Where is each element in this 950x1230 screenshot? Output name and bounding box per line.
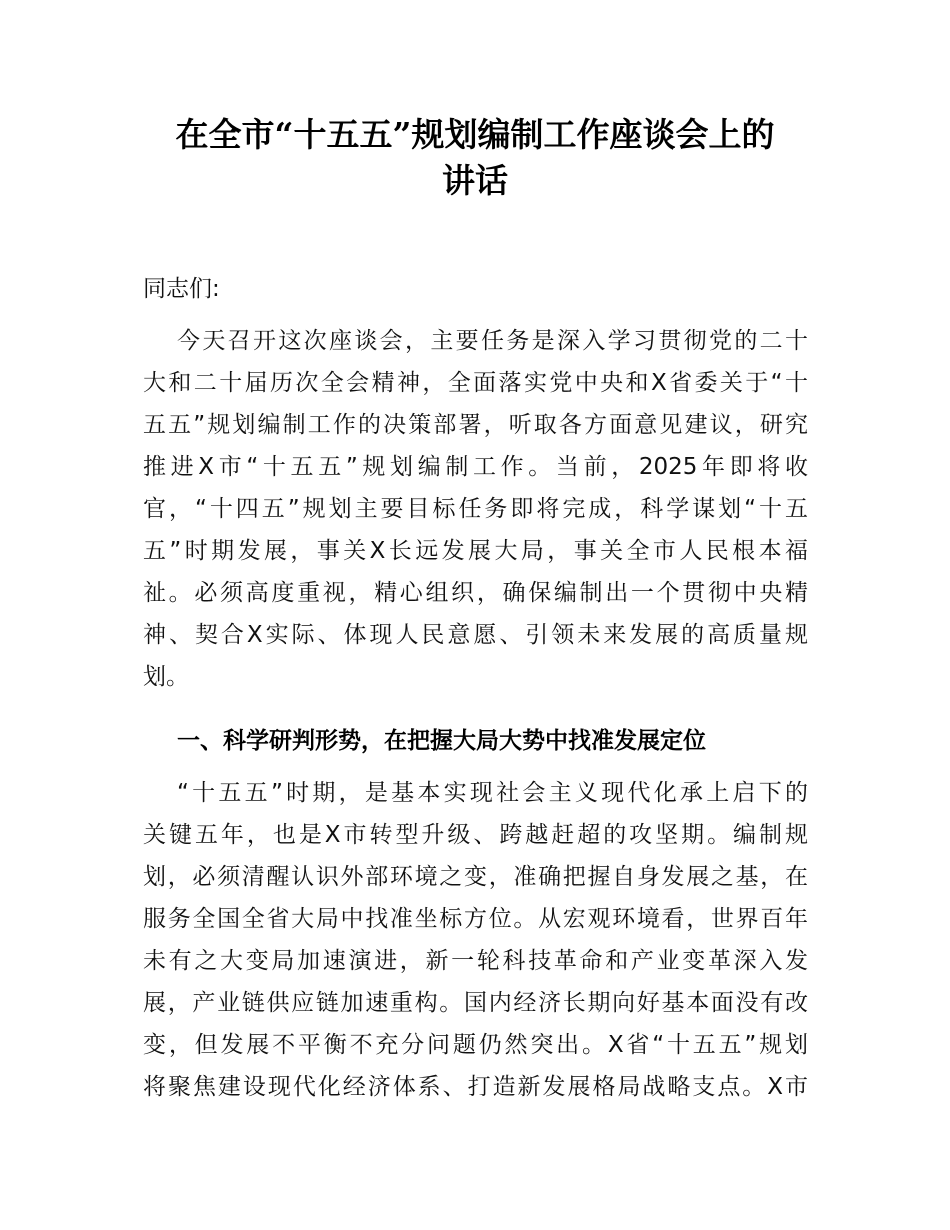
paragraph-1-line-3: 五五”规划编制工作的决策部署，听取各方面意见建议，研究: [143, 412, 808, 438]
paragraph-2-line-7: 变，但发展不平衡不充分问题仍然突出。X省“十五五”规划: [143, 1032, 808, 1058]
paragraph-2-line-6: 展，产业链供应链加速重构。国内经济长期向好基本面没有改: [143, 990, 808, 1016]
document-title-line-2: 讲话: [442, 161, 508, 200]
paragraph-2-line-4: 服务全国全省大局中找准坐标方位。从宏观环境看，世界百年: [143, 906, 808, 932]
paragraph-1-line-7: 祉。必须高度重视，精心组织，确保编制出一个贯彻中央精: [143, 580, 808, 606]
section-1-heading: 一、科学研判形势，在把握大局大势中找准发展定位: [177, 728, 706, 754]
document-title-line-1: 在全市“十五五”规划编制工作座谈会上的: [175, 115, 775, 154]
paragraph-1-line-6: 五”时期发展，事关X长远发展大局，事关全市人民根本福: [143, 538, 808, 564]
paragraph-1-line-4: 推进X市“十五五”规划编制工作。当前，2025年即将收: [143, 454, 808, 480]
paragraph-2-line-2: 关键五年，也是X市转型升级、跨越赶超的攻坚期。编制规: [143, 822, 808, 848]
paragraph-1-line-8: 神、契合X实际、体现人民意愿、引领未来发展的高质量规: [143, 622, 808, 648]
paragraph-1-line-1: 今天召开这次座谈会，主要任务是深入学习贯彻党的二十: [177, 328, 808, 354]
paragraph-1-line-5: 官，“十四五”规划主要目标任务即将完成，科学谋划“十五: [143, 496, 808, 522]
paragraph-1-line-9: 划。: [143, 664, 189, 690]
paragraph-1-line-2: 大和二十届历次全会精神，全面落实党中央和X省委关于“十: [143, 370, 808, 396]
salutation: 同志们:: [143, 276, 220, 302]
paragraph-2-line-8: 将聚焦建设现代化经济体系、打造新发展格局战略支点。X市: [143, 1074, 808, 1100]
paragraph-2-line-5: 未有之大变局加速演进，新一轮科技革命和产业变革深入发: [143, 948, 808, 974]
paragraph-2-line-1: “十五五”时期，是基本实现社会主义现代化承上启下的: [177, 780, 808, 806]
paragraph-2-line-3: 划，必须清醒认识外部环境之变，准确把握自身发展之基，在: [143, 864, 808, 890]
